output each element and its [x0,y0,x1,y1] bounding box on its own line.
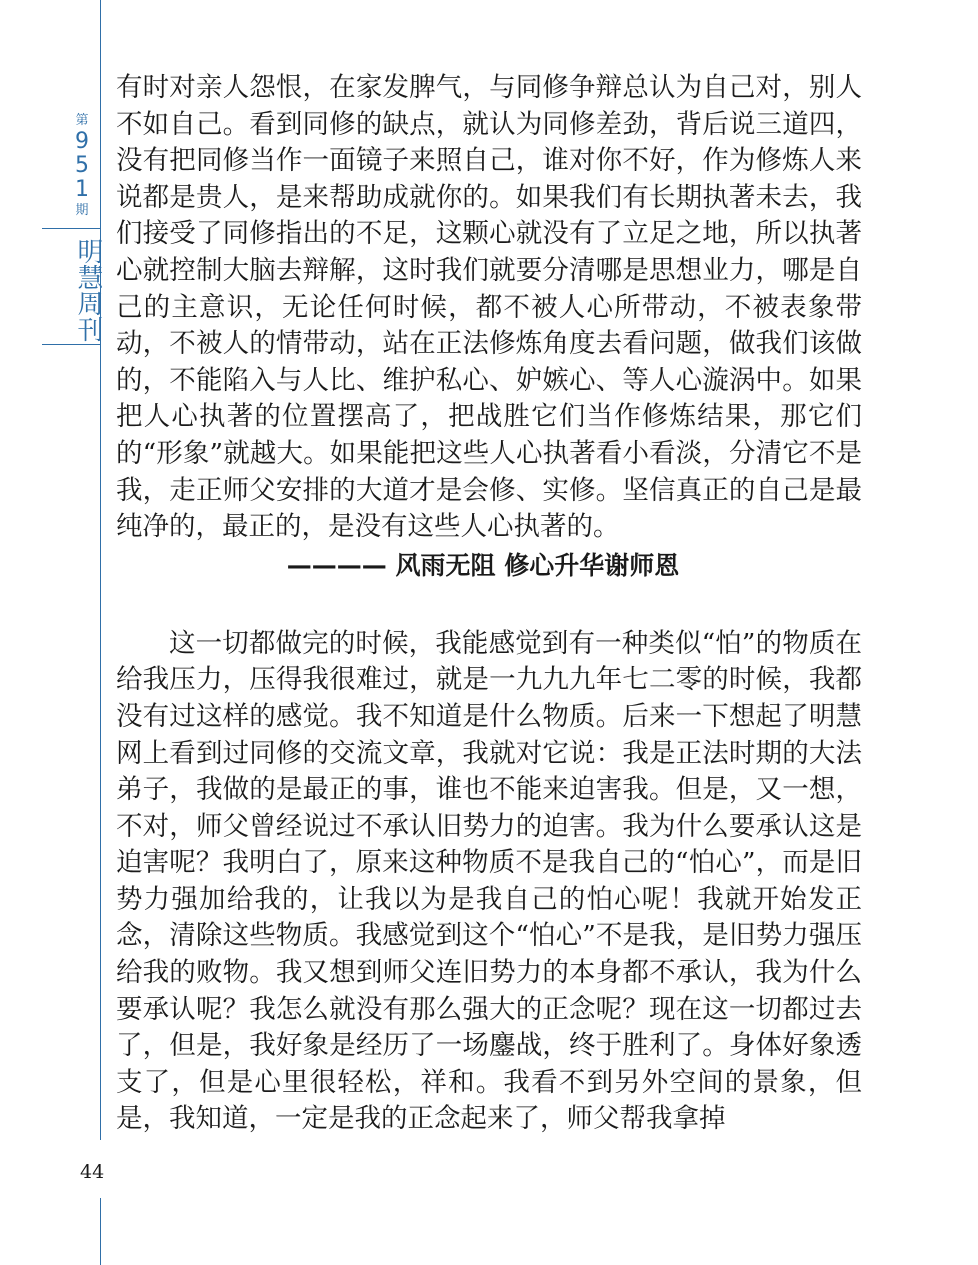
issue-digit-2: 1 [75,177,89,202]
issue-suffix: 期 [75,203,89,218]
section-heading: ———— 风雨无阻 修心升华谢师恩 [286,550,680,580]
issue-label [64,112,100,220]
margin-rule-top [100,0,101,1140]
issue-digit-0: 9 [75,129,89,154]
page-number: 44 [80,1161,105,1183]
sidebar-rule-lower [42,344,100,345]
sidebar-rule-upper [42,228,100,229]
margin-rule-bottom [100,1198,101,1265]
article-body [116,70,862,1138]
paragraph-1: 有时对亲人怨恨，在家发脾气，与同修争辩总认为自己对，别人不如自己。看到同修的缺点，就认为同修差劲，背后说三道四，没有把同修当作一面镜子来照自己，谁对你不好，作为修炼人来说都是贵人，是来帮助成就你的。如果我们有长期执著未去，我们接受了同修指出的不足，这颗心就没有了立足之地，所以执著心就控制大脑去辩解，这时我们就要分清哪是思想业力，哪是自己的主意识，无论任何时候，都不被人心所带动，不被表象带动，不被人的情带动，站在正法修炼角度去看问题，做我们该做的，不能陷入与人比、维护私心、妒嫉心、等人心漩涡中。如果把人心执著的位置摆高了，把战胜它们当作修炼结果，那它们的“形象”就越大。如果能把这些人心执著看小看淡，分清它不是我，走正师父安排的大道才是会修、实修。坚信真正的自己是最纯净的，最正的，是没有这些人心执著的。 [116,72,862,543]
section-gap [116,586,862,626]
issue-prefix: 第 [75,113,89,128]
issue-digit-1: 5 [75,153,89,178]
issue-number [64,130,100,202]
magazine-name: 明慧周刊 [73,238,103,342]
paragraph-2: 这一切都做完的时候，我能感觉到有一种类似“怕”的物质在给我压力，压得我很难过，就是一九九九年七二零的时候，我都没有过这样的感觉。我不知道是什么物质。后来一下想起了明慧网上看到过同修的交流文章，我就对它说：我是正法时期的大法弟子，我做的是最正的事，谁也不能来迫害我。但是，又一想，不对，师父曾经说过不承认旧势力的迫害。我为什么要承认这是迫害呢？我明白了，原来这种物质不是我自己的“怕心”，而是旧势力强加给我的，让我以为是我自己的怕心呢！我就开始发正念，清除这些物质。我感觉到这个“怕心”不是我，是旧势力强压给我的败物。我又想到师父连旧势力的本身都不承认，我为什么要承认呢？我怎么就没有那么强大的正念呢？现在这一切都过去了，但是，我好象是经历了一场鏖战，终于胜利了。身体好象透支了，但是心里很轻松，祥和。我看不到另外空间的景象，但是，我知道，一定是我的正念起来了，师父帮我拿掉 [116,627,862,1135]
